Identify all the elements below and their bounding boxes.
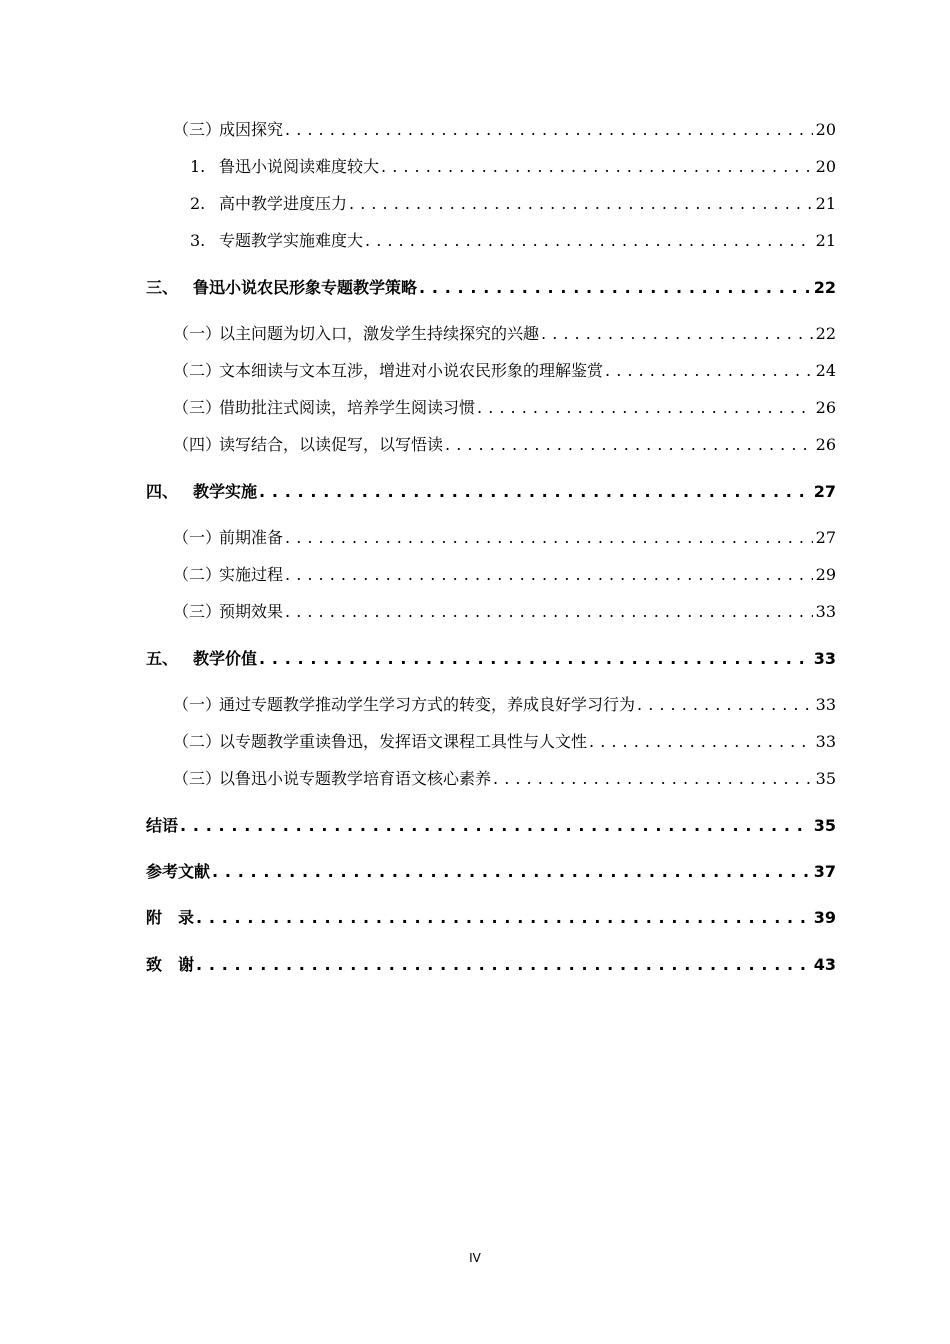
toc-entry-title: 以鲁迅小说专题教学培育语文核心素养 (219, 769, 492, 788)
toc-entry-number: （一） (173, 324, 222, 343)
toc-entry-page: 26 (815, 398, 836, 417)
toc-leader-dots (259, 482, 811, 501)
toc-entry-page: 43 (813, 955, 836, 974)
toc-entry-number: （二） (173, 565, 222, 584)
toc-entry-title: 读写结合，以读促写，以写悟读 (219, 435, 444, 454)
toc-entry-page: 22 (815, 324, 836, 343)
toc-entry-page: 20 (815, 120, 836, 139)
toc-entry-title: 借助批注式阅读，培养学生阅读习惯 (219, 398, 476, 417)
toc-entry-number: 1. (190, 157, 206, 176)
toc-entry-number: 四、 (146, 482, 179, 501)
toc-leader-dots (259, 649, 811, 668)
toc-entry-number: （三） (173, 602, 222, 621)
toc-entry-page: 26 (815, 435, 836, 454)
toc-leader-dots (381, 157, 813, 176)
toc-entry-number: 三、 (146, 278, 179, 297)
toc-entry-title: 教学价值 (193, 649, 258, 668)
toc-leader-dots (285, 120, 813, 139)
toc-entry-page: 24 (815, 361, 836, 380)
toc-entry[interactable] (190, 191, 836, 214)
toc-leader-dots (419, 278, 811, 297)
toc-entry[interactable] (173, 432, 836, 455)
toc-entry-page: 22 (813, 278, 836, 297)
toc-leader-dots (349, 194, 813, 213)
toc-entry[interactable] (173, 766, 836, 789)
toc-entry[interactable] (146, 905, 836, 928)
toc-entry-title: 成因探究 (219, 120, 284, 139)
toc-entry[interactable] (146, 479, 836, 502)
toc-entry[interactable] (173, 117, 836, 140)
toc-leader-dots (285, 528, 813, 547)
toc-entry[interactable] (146, 646, 836, 669)
toc-entry-number: （一） (173, 695, 222, 714)
toc-entry-title: 教学实施 (193, 482, 258, 501)
toc-entry-page: 33 (815, 602, 836, 621)
toc-entry[interactable] (146, 813, 836, 836)
toc-leader-dots (605, 361, 813, 380)
toc-leader-dots (541, 324, 813, 343)
toc-entry-number: （三） (173, 120, 222, 139)
toc-entry[interactable] (146, 859, 836, 882)
toc-entry[interactable] (173, 562, 836, 585)
toc-entry[interactable] (173, 395, 836, 418)
toc-entry-page: 39 (813, 908, 836, 927)
toc-leader-dots (196, 908, 811, 927)
toc-entry-number: 2. (190, 194, 206, 213)
toc-entry-number: （四） (173, 435, 222, 454)
toc-entry-page: 27 (815, 528, 836, 547)
toc-leader-dots (285, 565, 813, 584)
toc-entry[interactable] (173, 729, 836, 752)
toc-entry-page: 33 (815, 732, 836, 751)
toc-entry[interactable] (173, 599, 836, 622)
toc-entry[interactable] (190, 228, 836, 251)
toc-leader-dots (589, 732, 813, 751)
toc-entry-page: 21 (815, 194, 836, 213)
toc-entry-page: 20 (815, 157, 836, 176)
toc-entry-number: （一） (173, 528, 222, 547)
toc-entry-title: 参考文献 (146, 862, 211, 881)
toc-entry-number: 五、 (146, 649, 179, 668)
toc-entry-page: 21 (815, 231, 836, 250)
toc-entry-title: 附 录 (146, 908, 195, 927)
toc-leader-dots (180, 816, 811, 835)
toc-entry-number: （二） (173, 361, 222, 380)
toc-entry-number: （二） (173, 732, 222, 751)
toc-entry-page: 37 (813, 862, 836, 881)
toc-entry-title: 实施过程 (219, 565, 284, 584)
toc-entry-title: 以专题教学重读鲁迅，发挥语文课程工具性与人文性 (219, 732, 588, 751)
toc-leader-dots (637, 695, 813, 714)
toc-entry[interactable] (173, 358, 836, 381)
toc-entry-page: 33 (813, 649, 836, 668)
toc-entry-number: （三） (173, 398, 222, 417)
toc-entry-title: 致 谢 (146, 955, 195, 974)
toc-entry-title: 高中教学进度压力 (219, 194, 348, 213)
toc-leader-dots (196, 955, 811, 974)
toc-entry-page: 29 (815, 565, 836, 584)
toc-entry-page: 35 (815, 769, 836, 788)
toc-leader-dots (212, 862, 811, 881)
toc-entry-page: 35 (813, 816, 836, 835)
toc-leader-dots (445, 435, 813, 454)
toc-entry-title: 结语 (146, 816, 179, 835)
toc-leader-dots (493, 769, 813, 788)
toc-entry[interactable] (173, 525, 836, 548)
toc-entry-title: 专题教学实施难度大 (219, 231, 364, 250)
toc-entry-title: 鲁迅小说阅读难度较大 (219, 157, 380, 176)
toc-entry-title: 文本细读与文本互涉，增进对小说农民形象的理解鉴赏 (219, 361, 604, 380)
toc-entry[interactable] (173, 321, 836, 344)
toc-entry-number: （三） (173, 769, 222, 788)
toc-leader-dots (365, 231, 813, 250)
toc-entry[interactable] (146, 275, 836, 298)
toc-entry-number: 3. (190, 231, 206, 250)
toc-entry-title: 通过专题教学推动学生学习方式的转变，养成良好学习行为 (219, 695, 636, 714)
toc-entry[interactable] (190, 154, 836, 177)
toc-leader-dots (477, 398, 813, 417)
toc-entry-page: 27 (813, 482, 836, 501)
toc-entry-page: 33 (815, 695, 836, 714)
toc-entry[interactable] (173, 692, 836, 715)
toc-entry[interactable] (146, 952, 836, 975)
page-number: IV (469, 1251, 481, 1265)
toc-leader-dots (285, 602, 813, 621)
toc-entry-title: 鲁迅小说农民形象专题教学策略 (193, 278, 418, 297)
toc-entry-title: 以主问题为切入口，激发学生持续探究的兴趣 (219, 324, 540, 343)
toc-entry-title: 预期效果 (219, 602, 284, 621)
toc-entry-title: 前期准备 (219, 528, 284, 547)
